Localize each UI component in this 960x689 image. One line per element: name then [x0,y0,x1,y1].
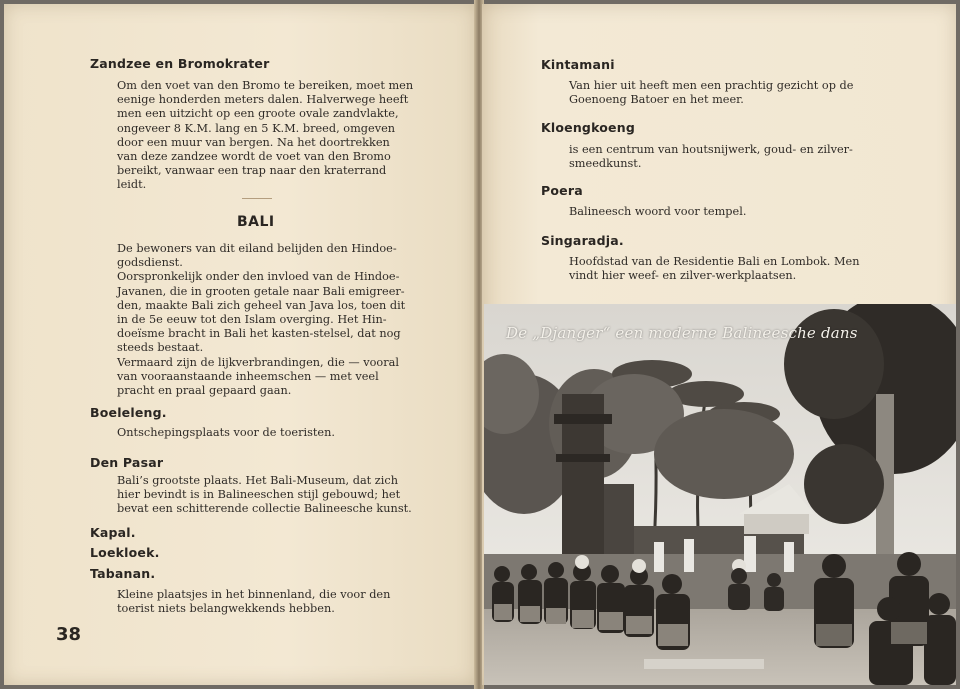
photo-caption: De „Djanger“ een moderne Balineesche dans [506,324,858,342]
paragraph-bali [117,242,422,398]
photo-illustration [484,304,956,685]
heading-kloengkoeng: Kloengkoeng [541,120,635,135]
text-line: vindt hier weef- en zilver-werkplaatsen. [569,269,797,283]
text-line: pracht en praal gepaard gaan. [117,384,292,398]
text-line: smeedkunst. [569,157,642,171]
text-line: leidt. [117,178,147,192]
djanger-dance-photo [484,304,956,685]
text-line: Bali’s grootste plaats. Het Bali-Museum, dat zich [117,474,398,487]
text-line: door een muur van bergen. Na het doortrekken [117,135,390,149]
text-line: ongeveer 8 K.M. lang en 5 K.M. breed, omgeven [117,121,396,135]
paragraph-tabanan [117,588,422,616]
heading-den-pasar: Den Pasar [90,455,164,470]
text-line: van vooraanstaande inheemschen — met veel [117,369,379,383]
paragraph-singaradja [569,255,872,283]
page-number: 38 [56,624,82,645]
paragraph-boeleleng [117,426,422,440]
text-line: van deze zandzee wordt de voet van den Bromo [117,150,391,164]
text-line: bevat een schitterende collectie Balineesche kunst. [117,502,412,516]
text-line: Goenoeng Batoer en het meer. [569,93,744,107]
text-line: Balineesch woord voor tempel. [569,205,747,218]
text-line: bereikt, vanwaar een trap naar den kraterrand [117,164,387,178]
text-line: Vermaard zijn de lijkverbrandingen, die — vooral [117,355,399,369]
text-line: godsdienst. [117,256,183,270]
heading-zandzee: Zandzee en Bromokrater [90,56,270,71]
heading-boeleleng: Boeleleng. [90,405,167,420]
heading-tabanan: Tabanan. [90,566,156,581]
floor-mat [644,659,764,669]
text-line: doeïsme bracht in Bali het kasten-stelsel, dat nog [117,327,401,341]
text-line: De bewoners van dit eiland belijden den Hindoe- [117,242,397,255]
section-divider [242,198,272,199]
heading-loekloek: Loekloek. [90,545,160,560]
text-line: Ontschepingsplaats voor de toeristen. [117,426,335,439]
text-line: eenige honderden meters dalen. Halverwege heeft [117,93,409,107]
paragraph-den-pasar [117,474,422,517]
paragraph-zandzee [117,79,422,193]
text-line: den, maakte Bali zich geheel van Java los, toen dit [117,298,406,312]
heading-singaradja: Singaradja. [541,233,624,248]
section-title-bali: BALI [237,214,275,230]
text-line: steeds bestaat. [117,341,204,355]
text-line: men een uitzicht op een groote ovale zandvlakte, [117,107,399,121]
paragraph-kintamani [569,79,872,107]
paragraph-kloengkoeng [569,143,872,171]
shelter-base [744,514,809,534]
text-line: is een centrum van houtsnijwerk, goud- en zilver- [569,143,853,156]
text-line: in de 5e eeuw tot den Islam overging. Het Hin- [117,313,387,327]
text-line: Oorspronkelijk onder den invloed van de Hindoe- [117,270,400,284]
text-line: Kleine plaatsjes in het binnenland, die voor den [117,588,391,601]
heading-kapal: Kapal. [90,525,136,540]
text-line: Van hier uit heeft men een prachtig gezicht op de [569,79,854,92]
text-line: hier bevindt is in Balineeschen stijl gebouwd; het [117,488,401,502]
heading-kintamani: Kintamani [541,57,615,72]
text-line: Om den voet van den Bromo te bereiken, moet men [117,79,414,92]
text-line: Hoofdstad van de Residentie Bali en Lombok. Men [569,255,860,268]
text-line: Javanen, die in grooten getale naar Bali emigreer- [117,284,405,298]
text-line: toerist niets belangwekkends hebben. [117,602,335,616]
heading-poera: Poera [541,183,583,198]
paragraph-poera [569,205,872,219]
